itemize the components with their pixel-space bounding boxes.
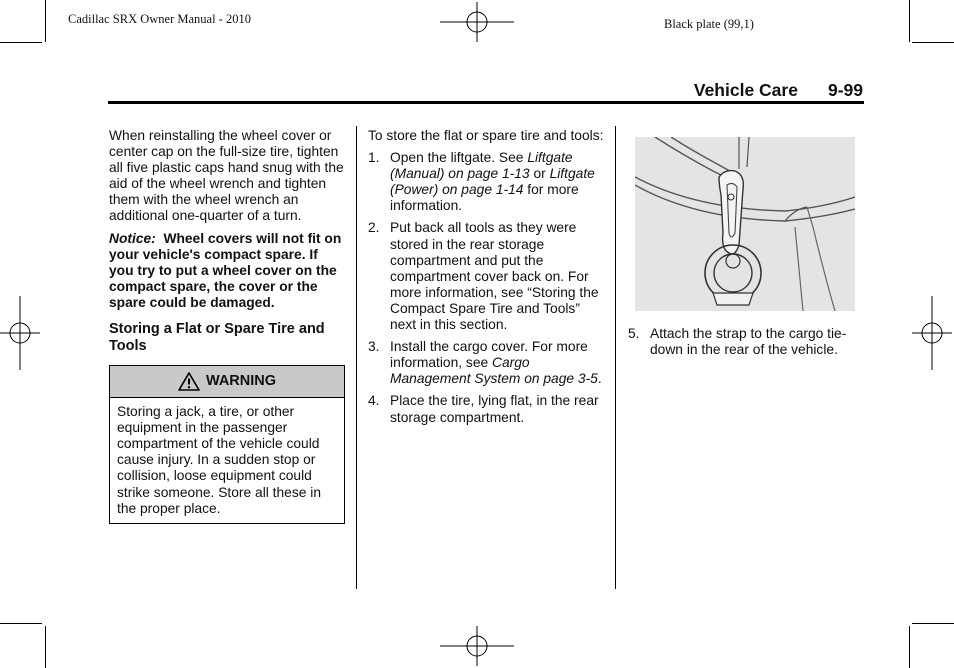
registration-mark-icon [0, 296, 40, 370]
column-divider [356, 126, 357, 589]
step-number: 4. [368, 393, 380, 409]
warning-text: Storing a jack, a tire, or other equipment in the passenger compartment of the vehicle could cause injury. In a sudden stop or collision, loose equipment could strike someone. Store all these in the proper place. [117, 404, 321, 516]
warning-triangle-icon [178, 372, 200, 391]
column-left [109, 128, 345, 524]
crop-mark [912, 42, 954, 43]
crop-mark [909, 626, 910, 668]
crop-mark [0, 42, 42, 43]
step-number: 5. [628, 326, 640, 341]
column-divider [615, 126, 616, 589]
step-text-part: for more information. [390, 182, 579, 214]
header-rule [108, 101, 864, 104]
notice-paragraph [109, 231, 345, 311]
subheading: Storing a Flat or Spare Tire and Tools [109, 321, 325, 355]
cross-reference-link[interactable]: Liftgate (Power) on page 1-14 [390, 166, 595, 198]
list-item [368, 150, 606, 214]
warning-title: WARNING [205, 373, 277, 390]
list-item [368, 220, 606, 333]
intro-paragraph: When reinstalling the wheel cover or center cap on the full-size tire, tighten all five plastic caps hand snug with the aid of the wheel wrench and tighten them with the wheel wrench an additional one-quarter of a turn. [109, 128, 344, 224]
strap-hook-illustration [635, 137, 855, 311]
registration-mark-icon [440, 2, 514, 42]
cross-reference-link[interactable]: Cargo Management System on page 3-5 [390, 355, 598, 387]
list-item [368, 393, 606, 425]
step-number: 2. [368, 220, 380, 236]
step-text [390, 339, 606, 387]
crop-mark [912, 623, 954, 624]
step-number: 3. [368, 339, 380, 355]
steps-list [368, 150, 606, 426]
warning-box [109, 365, 345, 524]
manual-title: Cadillac SRX Owner Manual - 2010 [68, 12, 251, 26]
column-right [628, 326, 858, 364]
registration-mark-icon [440, 626, 514, 666]
step-text-part: . [597, 371, 602, 387]
notice-text: Wheel covers will not fit on your vehicle's compact spare. If you try to put a wheel cover on the compact spare, the cover or the spare could be damaged. [109, 230, 342, 310]
registration-mark-icon [912, 296, 952, 370]
step-text [390, 150, 606, 214]
crop-mark [909, 0, 910, 42]
page-number: 9-99 [827, 80, 863, 100]
list-item [368, 339, 606, 387]
notice-label: Notice: [109, 230, 156, 246]
step-text-part: Install the cargo cover. For more information, see [390, 339, 588, 371]
section-title: Vehicle Care [693, 80, 798, 100]
step-text-part: or [533, 166, 546, 182]
step-text: Attach the strap to the cargo tie-down in the rear of the vehicle. [650, 326, 847, 358]
crop-mark [45, 626, 46, 668]
warning-header [110, 366, 344, 398]
cross-reference-link[interactable]: Liftgate (Manual) on page 1-13 [390, 150, 573, 182]
step-text: Put back all tools as they were stored in the rear storage compartment and put the compartment cover back on. For more information, see “Storing the Compact Spare Tire and Tools” next in this section. [390, 220, 599, 333]
strap-tie-down-illustration [635, 137, 855, 311]
step-text-part: Open the liftgate. See [390, 150, 524, 166]
crop-mark [45, 0, 46, 42]
steps-intro: To store the flat or spare tire and tools: [368, 128, 604, 143]
step-number: 1. [368, 150, 380, 166]
column-middle [368, 128, 606, 432]
crop-mark [0, 623, 42, 624]
step-text: Place the tire, lying flat, in the rear storage compartment. [390, 393, 599, 425]
plate-label: Black plate (99,1) [664, 17, 754, 31]
section-header [694, 80, 863, 101]
list-item [628, 326, 858, 358]
